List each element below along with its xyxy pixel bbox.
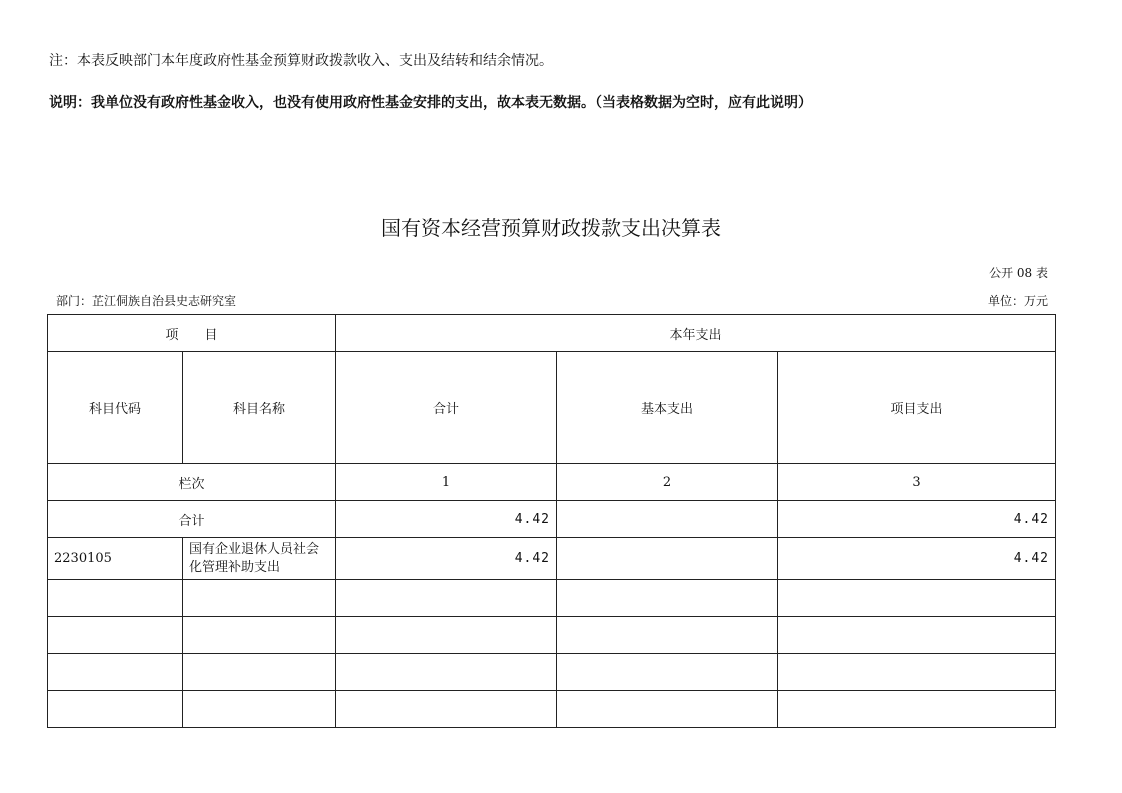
empty-cell: [48, 691, 183, 728]
header-program: 项目支出: [778, 352, 1056, 464]
column-number-2: 2: [557, 464, 778, 501]
column-number-label: 栏次: [48, 464, 336, 501]
row-code: 2230105: [48, 538, 183, 580]
empty-cell: [336, 617, 557, 654]
empty-cell: [183, 691, 336, 728]
total-basic-value: [557, 501, 778, 538]
table-row: [48, 538, 1056, 580]
empty-cell: [336, 691, 557, 728]
total-program-value: 4.42: [778, 501, 1056, 538]
header-row-2: [48, 352, 1056, 464]
empty-row: [48, 580, 1056, 617]
page-title: 国有资本经营预算财政拨款支出决算表: [381, 216, 721, 240]
header-row-1: [48, 315, 1056, 352]
header-total: 合计: [336, 352, 557, 464]
header-name: 科目名称: [183, 352, 336, 464]
row-total-value: 4.42: [336, 538, 557, 580]
header-code: 科目代码: [48, 352, 183, 464]
empty-cell: [557, 617, 778, 654]
column-number-row: [48, 464, 1056, 501]
unit-label: 单位：万元: [987, 294, 1048, 308]
table-note: 注：本表反映部门本年度政府性基金预算财政拨款收入、支出及结转和结余情况。: [49, 53, 553, 69]
empty-cell: [778, 654, 1056, 691]
empty-cell: [557, 654, 778, 691]
empty-cell: [778, 580, 1056, 617]
table-explanation: 说明：我单位没有政府性基金收入，也没有使用政府性基金安排的支出，故本表无数据。（当表格数据为空时，应有此说明）: [49, 95, 812, 111]
total-total-value: 4.42: [336, 501, 557, 538]
empty-cell: [336, 654, 557, 691]
empty-cell: [48, 617, 183, 654]
empty-row: [48, 617, 1056, 654]
empty-row: [48, 654, 1056, 691]
department-label: 部门：芷江侗族自治县史志研究室: [56, 294, 237, 308]
empty-cell: [183, 617, 336, 654]
empty-cell: [48, 654, 183, 691]
empty-cell: [778, 617, 1056, 654]
expense-table: [47, 314, 1056, 728]
row-basic-value: [557, 538, 778, 580]
empty-cell: [48, 580, 183, 617]
row-program-value: 4.42: [778, 538, 1056, 580]
total-label: 合计: [48, 501, 336, 538]
empty-row: [48, 691, 1056, 728]
empty-cell: [183, 654, 336, 691]
column-number-1: 1: [336, 464, 557, 501]
header-project: 项 目: [48, 315, 336, 352]
empty-cell: [557, 691, 778, 728]
empty-cell: [557, 580, 778, 617]
empty-cell: [778, 691, 1056, 728]
empty-cell: [336, 580, 557, 617]
header-basic: 基本支出: [557, 352, 778, 464]
column-number-3: 3: [778, 464, 1056, 501]
form-number: 公开 08 表: [989, 266, 1048, 280]
total-row: [48, 501, 1056, 538]
row-name: 国有企业退休人员社会化管理补助支出: [183, 538, 336, 580]
empty-cell: [183, 580, 336, 617]
header-current-year-expense: 本年支出: [336, 315, 1056, 352]
